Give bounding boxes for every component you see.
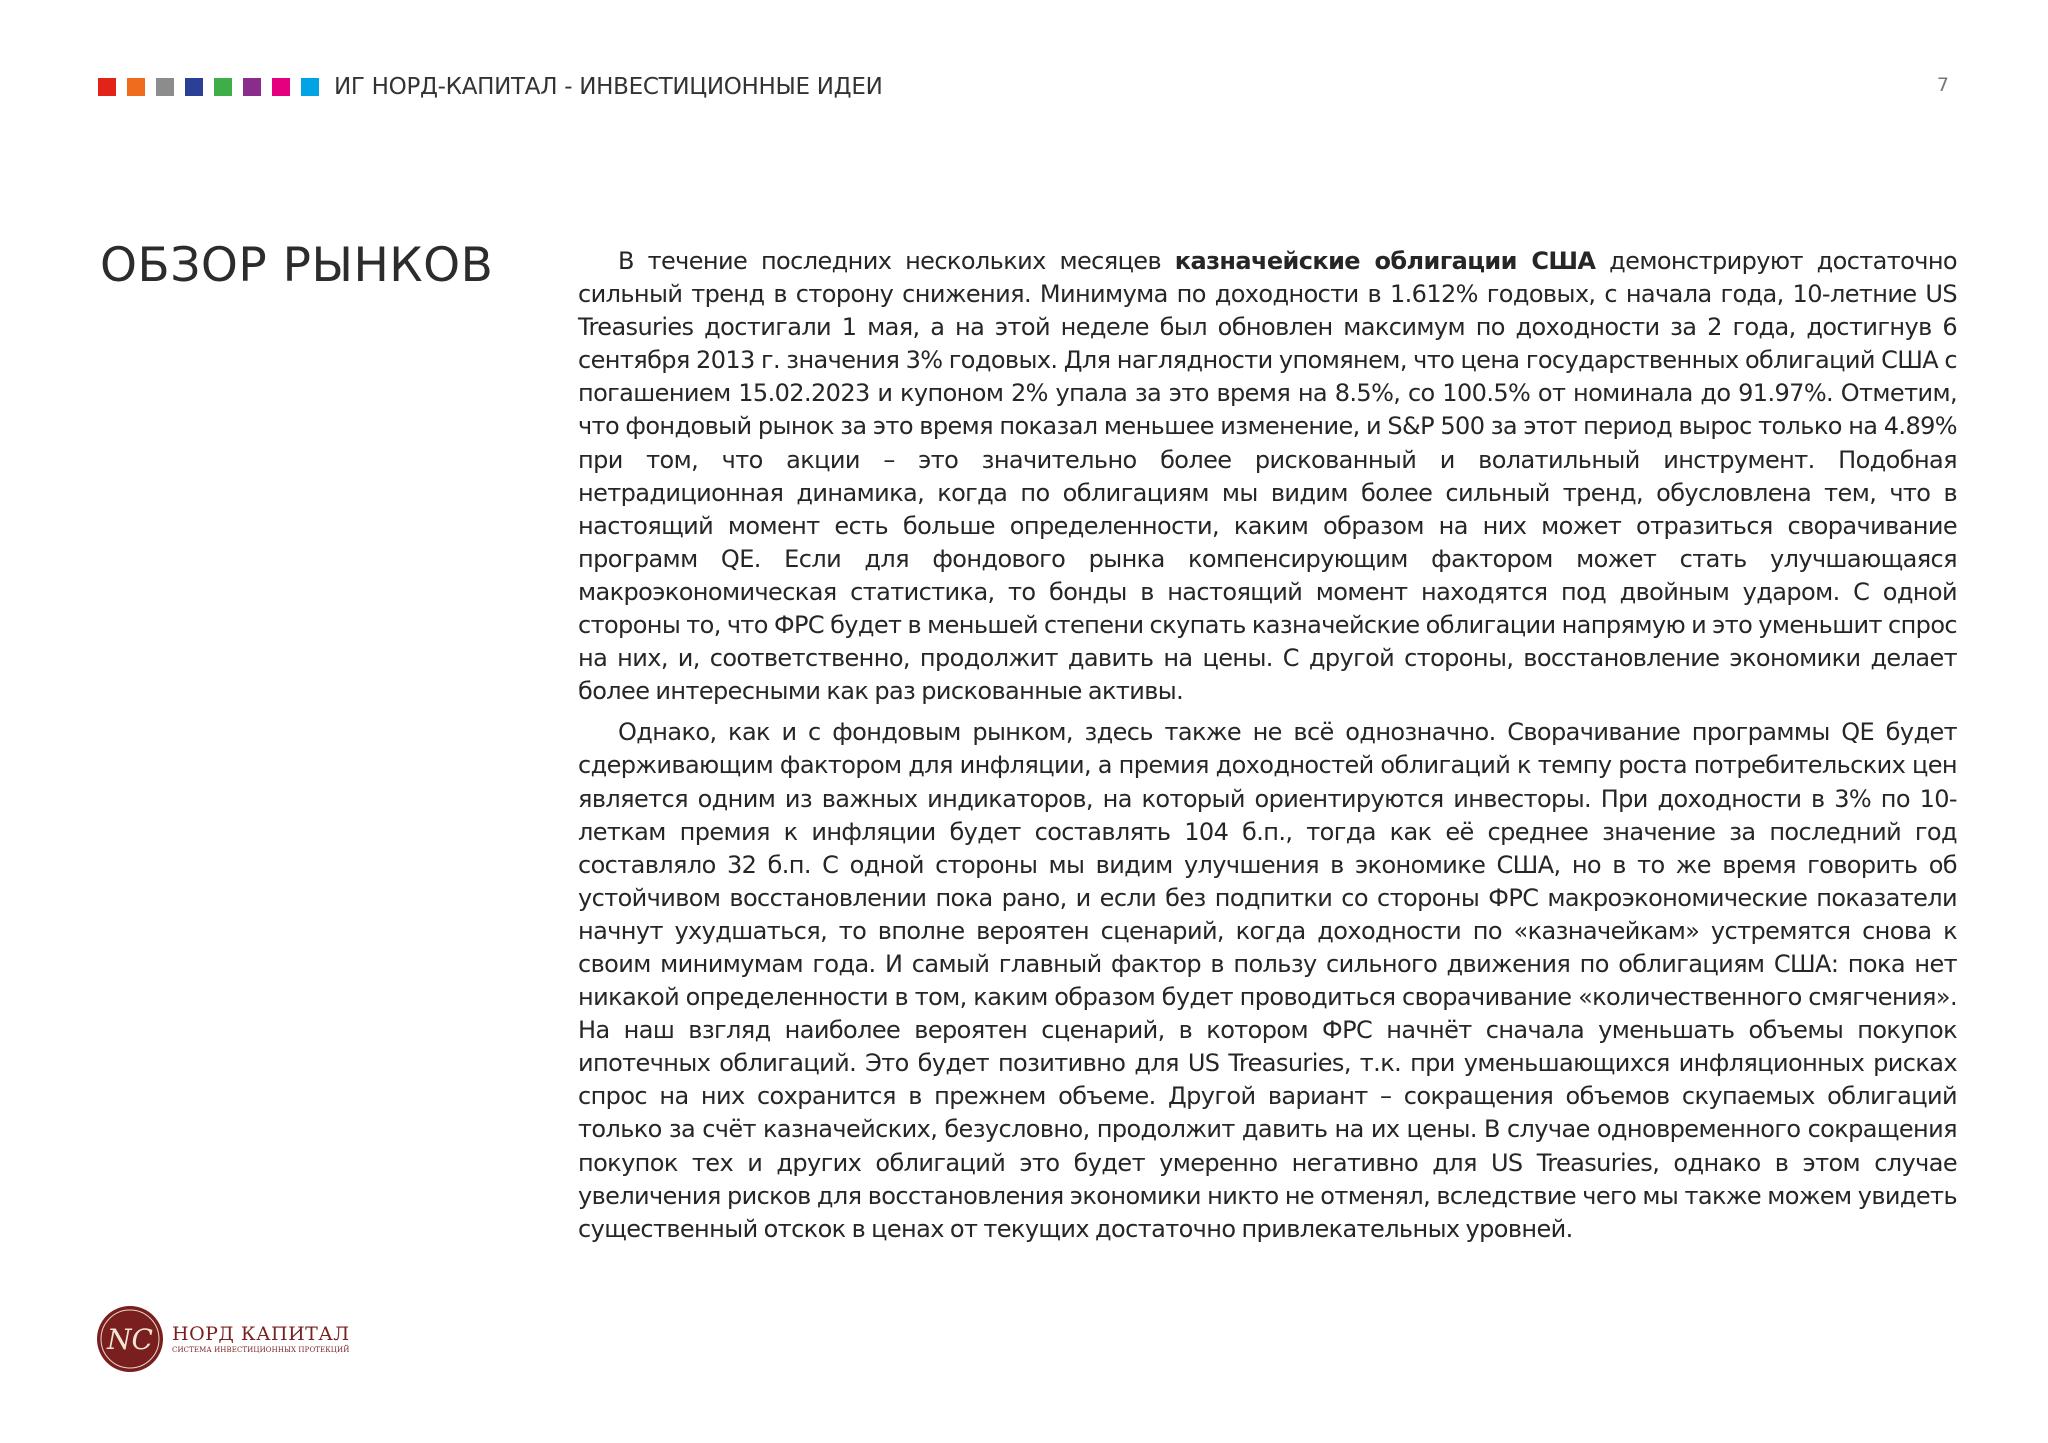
paragraph-1-intro: В течение последних нескольких месяцев: [618, 247, 1175, 275]
color-square-magenta: [272, 78, 290, 96]
logo-text: [172, 1323, 350, 1355]
logo-monogram-icon: [96, 1305, 164, 1373]
logo-tagline: СИСТЕМА ИНВЕСТИЦИОННЫХ ПРОТЕКЦИЙ: [172, 1346, 350, 1354]
color-square-gray: [156, 78, 174, 96]
page-header: [98, 74, 882, 100]
company-logo: [96, 1305, 350, 1373]
color-squares: [98, 78, 330, 96]
section-title: ОБЗОР РЫНКОВ: [100, 238, 494, 293]
paragraph-1-rest: демонстрируют достаточно сильный тренд в сторону снижения. Минимума по доходности в 1.612% годовых, с начала года, 10-летние US Treasuries достигали 1 мая, а на этой неделе был обновлен максимум по доходности за 2 года, достигнув 6 сентября 2013 г. значения 3% годовых. Для наглядности упомянем, что цена государственных облигаций США с погашением 15.02.2023 и купоном 2% упала за это время на 8.5%, со 100.5% от номинала до 91.97%. Отметим, что фондовый рынок за это время показал меньшее изменение, и S&P 500 за этот период вырос только на 4.89% при том, что акции – это значительно более рискованный и волатильный инструмент. Подобная нетрадиционная динамика, когда по облигациям мы видим более сильный тренд, обусловлена тем, что в настоящий момент есть больше определенности, каким образом на них может отразиться сворачивание программ QE. Если для фондового рынка компенсирующим фактором может стать улучшающаяся макроэкономическая статистика, то бонды в настоящий момент находятся под двойным ударом. С одной стороны то, что ФРС будет в меньшей степени скупать казначейские облигации напрямую и это уменьшит спрос на них, и, соответственно, продолжит давить на цены. С другой стороны, восстановление экономики делает более интересными как раз рискованные активы.: [578, 247, 1957, 706]
color-square-purple: [243, 78, 261, 96]
paragraph-2: Однако, как и с фондовым рынком, здесь также не всё однозначно. Сворачивание программы QE будет сдерживающим фактором для инфляции, а премия доходностей облигаций к темпу роста потребительских цен является одним из важных индикаторов, на который ориентируются инвесторы. При доходности в 3% по 10-леткам премия к инфляции будет составлять 104 б.п., тогда как её среднее значение за последний год составляло 32 б.п. С одной стороны мы видим улучшения в экономике США, но в то же время говорить об устойчивом восстановлении пока рано, и если без подпитки со стороны ФРС макроэкономические показатели начнут ухудшаться, то вполне вероятен сценарий, когда доходности по «казначейкам» устремятся снова к своим минимумам года. И самый главный фактор в пользу сильного движения по облигациям США: пока нет никакой определенности в том, каким образом будет проводиться сворачивание «количественного смягчения». На наш взгляд наиболее вероятен сценарий, в котором ФРС начнёт сначала уменьшать объемы покупок ипотечных облигаций. Это будет позитивно для US Treasuries, т.к. при уменьшающихся инфляционных рисках спрос на них сохранится в прежнем объеме. Другой вариант – сокращения объемов скупаемых облигаций только за счёт казначейских, безусловно, продолжит давить на их цены. В случае одновременного сокращения покупок тех и других облигаций это будет умеренно негативно для US Treasuries, однако в этом случае увеличения рисков для восстановления экономики никто не отменял, вследствие чего мы также можем увидеть существенный отскок в ценах от текущих достаточно привлекательных уровней.: [578, 718, 1957, 1243]
color-square-orange: [127, 78, 145, 96]
page-number: 7: [1936, 74, 1949, 96]
paragraph-1: [578, 245, 1957, 708]
color-square-green: [214, 78, 232, 96]
paragraph-1-bold: казначейские облигации США: [1174, 247, 1596, 275]
color-square-red: [98, 78, 116, 96]
logo-monogram: NC: [107, 1323, 153, 1356]
article-body: [578, 245, 1957, 1254]
logo-name: НОРД КАПИТАЛ: [172, 1323, 350, 1345]
color-square-cyan: [301, 78, 319, 96]
header-title: ИГ НОРД-КАПИТАЛ - ИНВЕСТИЦИОННЫЕ ИДЕИ: [334, 74, 883, 100]
color-square-navy: [185, 78, 203, 96]
